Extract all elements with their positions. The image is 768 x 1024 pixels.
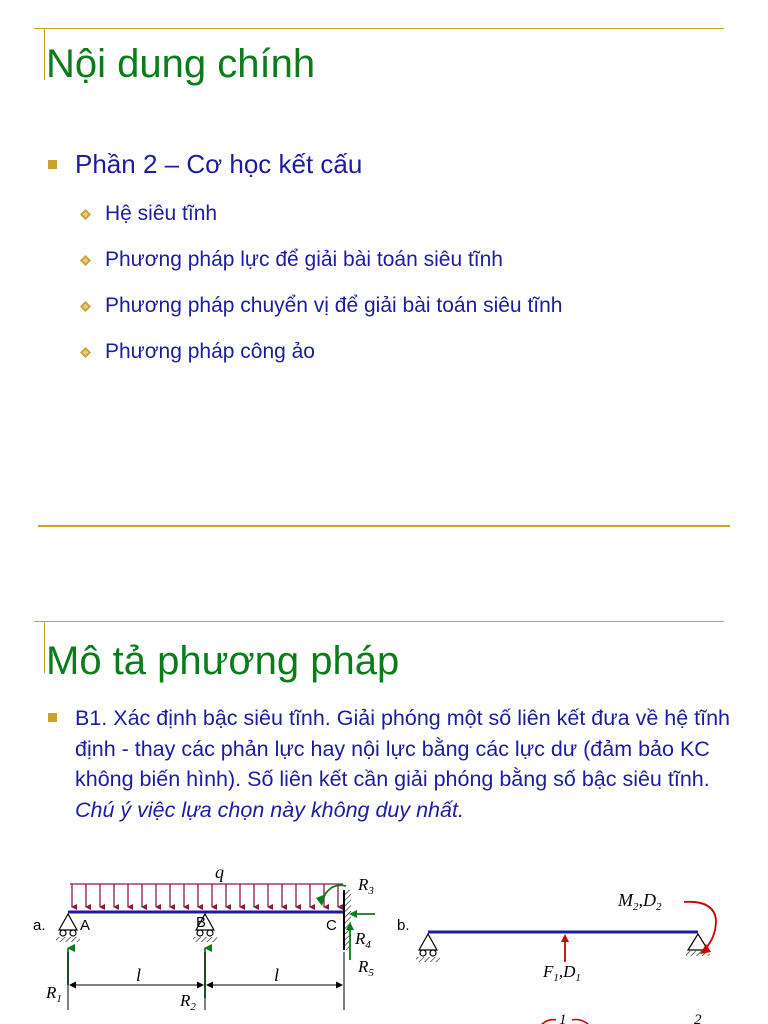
beam-diagram (0, 860, 768, 1024)
slide-2 (0, 512, 768, 1024)
diamond-bullet-icon (80, 301, 91, 312)
slide-title: Nội dung chính (46, 42, 316, 86)
label-a: a. (33, 917, 46, 934)
load-q-label: q (215, 862, 224, 882)
diamond-bullet-icon (80, 209, 91, 220)
paragraph-main-text: B1. Xác định bậc siêu tĩnh. Giải phóng một số liên kết đưa về hệ tĩnh định - thay các phản lực hay nội lực bằng các lực dư (đảm bảo KC không biến hình). Số liên kết cần giải phóng bằng số bậc siêu tĩnh. (75, 706, 731, 791)
span-l2-label: l (274, 965, 280, 985)
roller-support-left (416, 934, 440, 962)
title-top-rule (34, 621, 724, 622)
R2-label: $R_2$ (180, 991, 196, 1013)
F1-arrowhead (561, 934, 569, 942)
diamond-bullet-icon (80, 347, 91, 358)
diamond-bullet-icon (80, 255, 91, 266)
list-item-text: Phương pháp lực để giải bài toán siêu tĩnh (105, 248, 503, 271)
paragraph-note-italic: Chú ý việc lựa chọn này không duy nhất. (75, 797, 464, 822)
partial-moment-arc-2 (572, 1020, 588, 1024)
title-left-rule (44, 28, 45, 80)
span-l1-label: l (136, 965, 142, 985)
square-bullet-icon (48, 160, 57, 169)
F1-D1-label: $F_1,D_1$ (543, 962, 581, 984)
R4-label: $R_4$ (355, 929, 371, 951)
list-item-text: Hệ siêu tĩnh (105, 202, 218, 225)
roller-support-A (56, 914, 80, 942)
node-B-label: B (196, 914, 207, 931)
method-step-paragraph (75, 703, 735, 825)
R1-label: $R_1$ (46, 983, 62, 1005)
R5-label: $R_5$ (358, 957, 374, 979)
distributed-load (70, 884, 343, 907)
title-left-rule (44, 621, 45, 673)
section-heading: Phần 2 – Cơ học kết cấu (75, 149, 363, 179)
partial-moment-arc-1 (540, 1020, 556, 1024)
label-b: b. (397, 917, 410, 934)
node-A-label: A (80, 917, 91, 934)
R3-label: $R_3$ (358, 875, 374, 897)
node-2-label: 2 (694, 1012, 702, 1024)
title-top-rule (34, 28, 724, 29)
square-bullet-icon (48, 713, 57, 722)
reaction-R3-moment (322, 885, 346, 900)
list-item-text: Phương pháp công ảo (105, 340, 315, 363)
node-1-label: 1 (559, 1012, 567, 1024)
dimension-lines (68, 952, 344, 1010)
list-item-text: Phương pháp chuyển vị để giải bài toán siêu tĩnh (105, 294, 563, 317)
M2-D2-label: $M_2,D_2$ (618, 890, 662, 913)
slide-title: Mô tả phương pháp (46, 639, 400, 683)
node-C-label: C (326, 917, 337, 934)
